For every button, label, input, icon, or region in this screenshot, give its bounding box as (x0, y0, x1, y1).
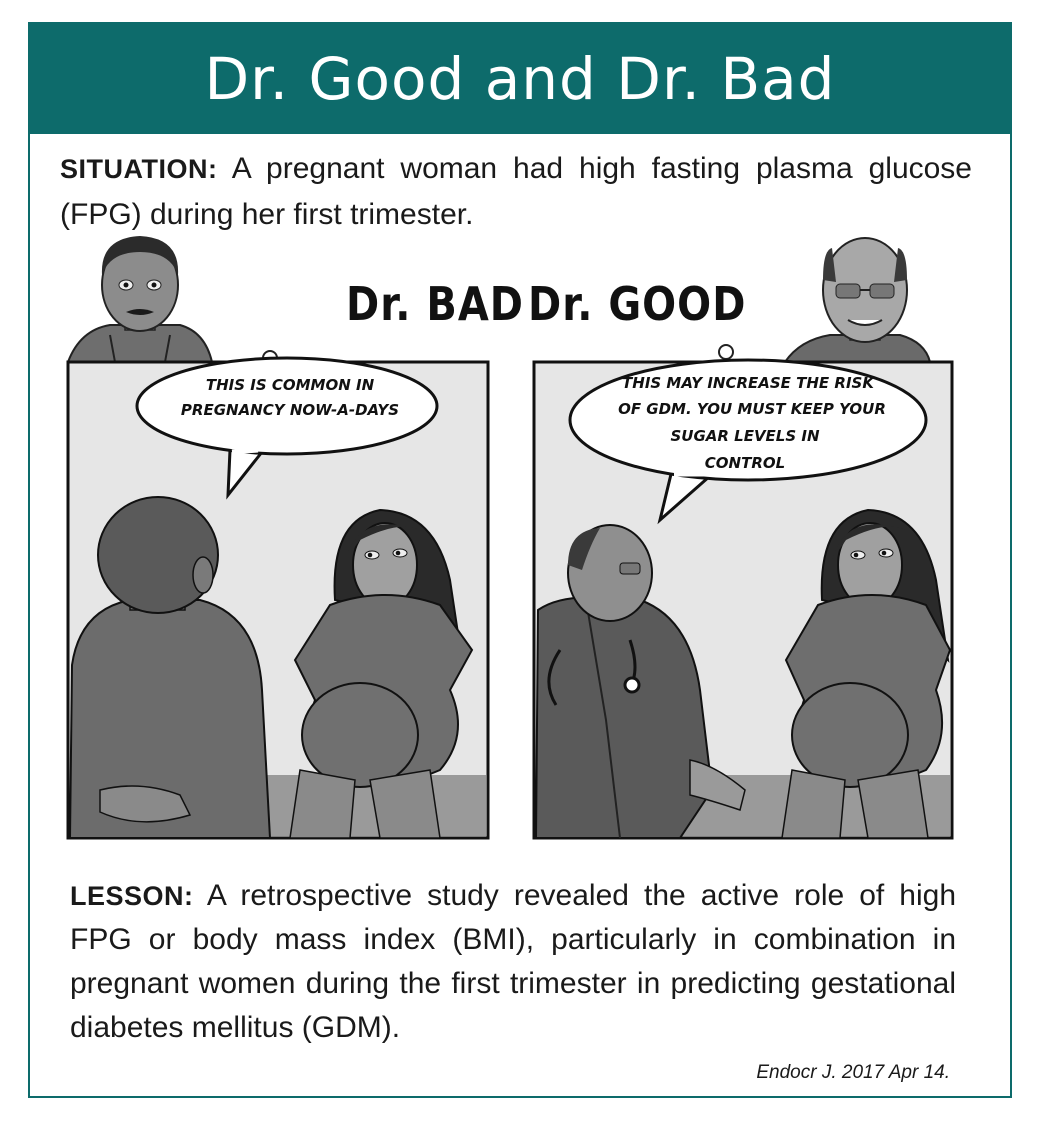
panel-dr-good (534, 360, 952, 838)
dr-bad-label: Dr. BAD (346, 278, 524, 332)
speech-line: THIS MAY INCREASE THE RISK (622, 374, 874, 392)
speech-line: THIS IS COMMON IN (205, 376, 375, 394)
panel-dr-bad (68, 358, 488, 838)
dr-bad-portrait (68, 236, 212, 362)
lesson-label: LESSON: (70, 881, 194, 911)
situation-text: A pregnant woman had high fasting plasma glucose (FPG) during her first trimester. (60, 152, 972, 231)
thought-dot-good (719, 345, 733, 359)
speech-line: SUGAR LEVELS IN (670, 427, 820, 445)
page-title: Dr. Good and Dr. Bad (204, 45, 836, 113)
speech-line: PREGNANCY NOW-A-DAYS (180, 401, 400, 419)
dr-good-portrait (785, 238, 930, 362)
speech-line: CONTROL (704, 454, 786, 472)
dr-good-label: Dr. GOOD (528, 278, 747, 332)
speech-line: OF GDM. YOU MUST KEEP YOUR (618, 400, 886, 418)
lesson-text: A retrospective study revealed the active role of high FPG or body mass index (BMI), particularly in combination in pregnant women during the first trimester in predicting gestational diabetes mellitus (GDM). (70, 879, 957, 1044)
citation: Endocr J. 2017 Apr 14. (756, 1062, 950, 1083)
situation-label: SITUATION: (60, 154, 218, 184)
